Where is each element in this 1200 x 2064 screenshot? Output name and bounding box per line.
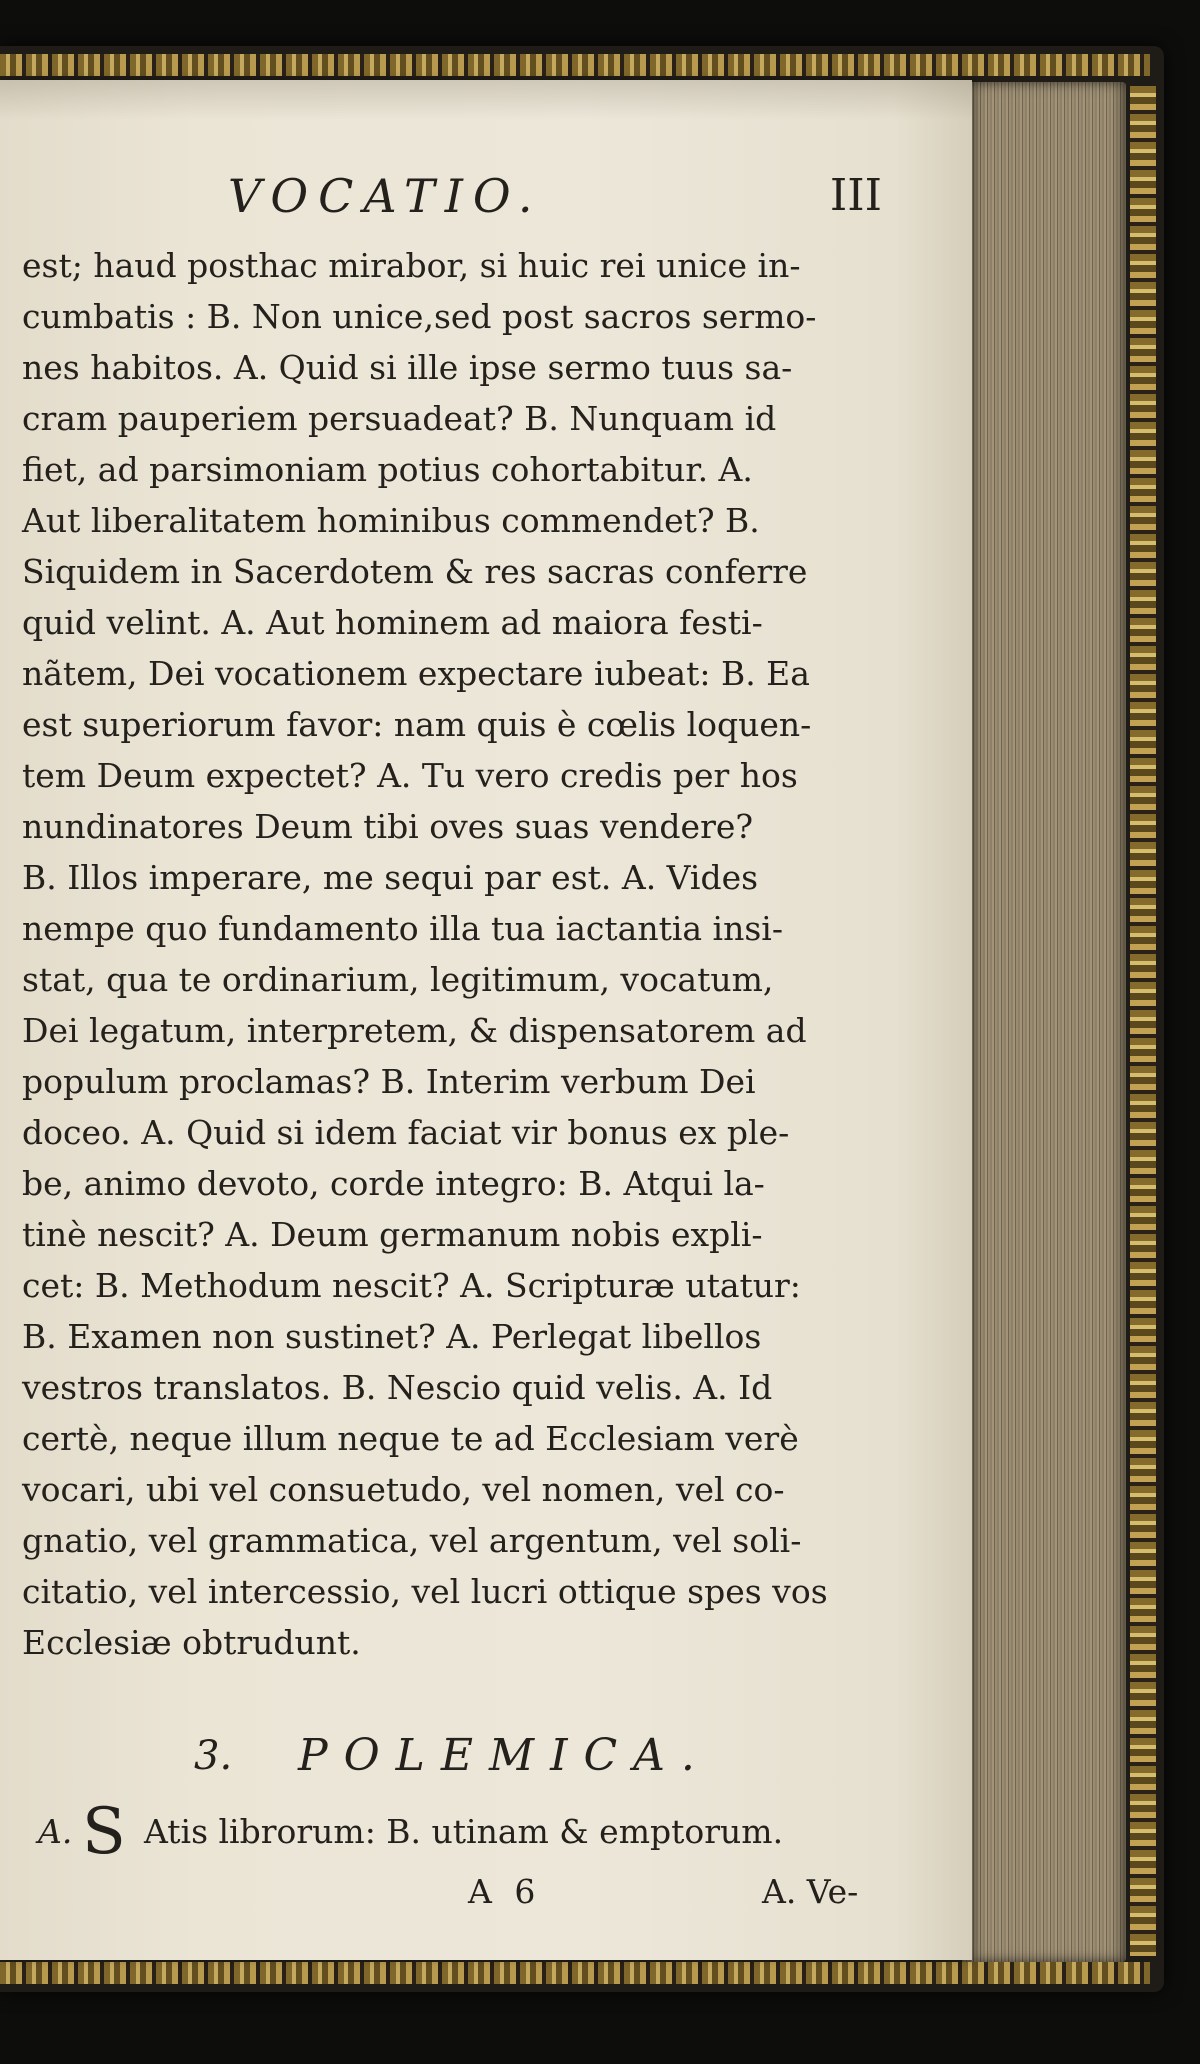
gilt-border-bottom bbox=[0, 1962, 1150, 1984]
gilt-border-top bbox=[0, 54, 1150, 76]
text-line: cram pauperiem persuadeat? B. Nunquam id bbox=[22, 399, 777, 438]
text-line: nes habitos. A. Quid si ille ipse sermo tuus sa- bbox=[22, 348, 793, 387]
running-head: VOCATIO. bbox=[228, 169, 543, 223]
text-line: tem Deum expectet? A. Tu vero credis per hos bbox=[22, 756, 798, 795]
page-shadow bbox=[0, 80, 972, 120]
text-line: Ecclesiæ obtrudunt. bbox=[22, 1623, 361, 1662]
text-line: vocari, ubi vel consuetudo, vel nomen, vel co- bbox=[22, 1470, 785, 1509]
text-line: nempe quo fundamento illa tua iactantia insi- bbox=[22, 909, 783, 948]
text-line: populum proclamas? B. Interim verbum Dei bbox=[22, 1062, 756, 1101]
page-text-block bbox=[22, 166, 902, 1920]
page-header bbox=[22, 166, 902, 240]
text-line: Siquidem in Sacerdotem & res sacras conferre bbox=[22, 552, 808, 591]
text-line: est superiorum favor: nam quis è cœlis loquen- bbox=[22, 705, 812, 744]
text-line: est; haud posthac mirabor, si huic rei unice in- bbox=[22, 246, 801, 285]
speaker-label: A. bbox=[38, 1812, 73, 1851]
drop-cap: S bbox=[82, 1795, 126, 1869]
text-line: B. Examen non sustinet? A. Perlegat libellos bbox=[22, 1317, 762, 1356]
dialogue-first-line bbox=[22, 1795, 902, 1869]
text-line: be, animo devoto, corde integro: B. Atqui la- bbox=[22, 1164, 765, 1203]
text-line: citatio, vel intercessio, vel lucri ottique spes vos bbox=[22, 1572, 828, 1611]
section-title: POLEMICA. bbox=[298, 1730, 711, 1781]
text-line: quid velint. A. Aut hominem ad maiora festi- bbox=[22, 603, 763, 642]
body-text bbox=[22, 240, 902, 1668]
section-heading bbox=[22, 1696, 902, 1806]
text-line: tinè nescit? A. Deum germanum nobis expli- bbox=[22, 1215, 763, 1254]
text-line: nãtem, Dei vocationem expectare iubeat: B. Ea bbox=[22, 654, 810, 693]
section-number: 3. bbox=[194, 1733, 233, 1779]
text-line: fiet, ad parsimoniam potius cohortabitur. A. bbox=[22, 450, 753, 489]
dialogue-text: Atis librorum: B. utinam & emptorum. bbox=[144, 1812, 784, 1851]
signature-mark: A 6 bbox=[468, 1872, 542, 1911]
text-line: B. Illos imperare, me sequi par est. A. Vides bbox=[22, 858, 759, 897]
text-line: certè, neque illum neque te ad Ecclesiam verè bbox=[22, 1419, 799, 1458]
text-line: stat, qua te ordinarium, legitimum, vocatum, bbox=[22, 960, 774, 999]
text-line: cumbatis : B. Non unice,sed post sacros sermo- bbox=[22, 297, 817, 336]
gilt-border-right bbox=[1130, 86, 1156, 1956]
text-line: gnatio, vel grammatica, vel argentum, vel soli- bbox=[22, 1521, 802, 1560]
text-line: doceo. A. Quid si idem faciat vir bonus ex ple- bbox=[22, 1113, 790, 1152]
text-line: Dei legatum, interpretem, & dispensatorem ad bbox=[22, 1011, 807, 1050]
text-line: cet: B. Methodum nescit? A. Scripturæ utatur: bbox=[22, 1266, 801, 1305]
page-number: III bbox=[829, 170, 882, 221]
page-fore-edge bbox=[962, 82, 1126, 1962]
book-page bbox=[0, 80, 972, 1960]
text-line: Aut liberalitatem hominibus commendet? B. bbox=[22, 501, 760, 540]
catchword: A. Ve- bbox=[762, 1872, 859, 1911]
text-line: vestros translatos. B. Nescio quid velis. A. Id bbox=[22, 1368, 773, 1407]
text-line: nundinatores Deum tibi oves suas vendere? bbox=[22, 807, 754, 846]
page-footer bbox=[22, 1866, 902, 1920]
